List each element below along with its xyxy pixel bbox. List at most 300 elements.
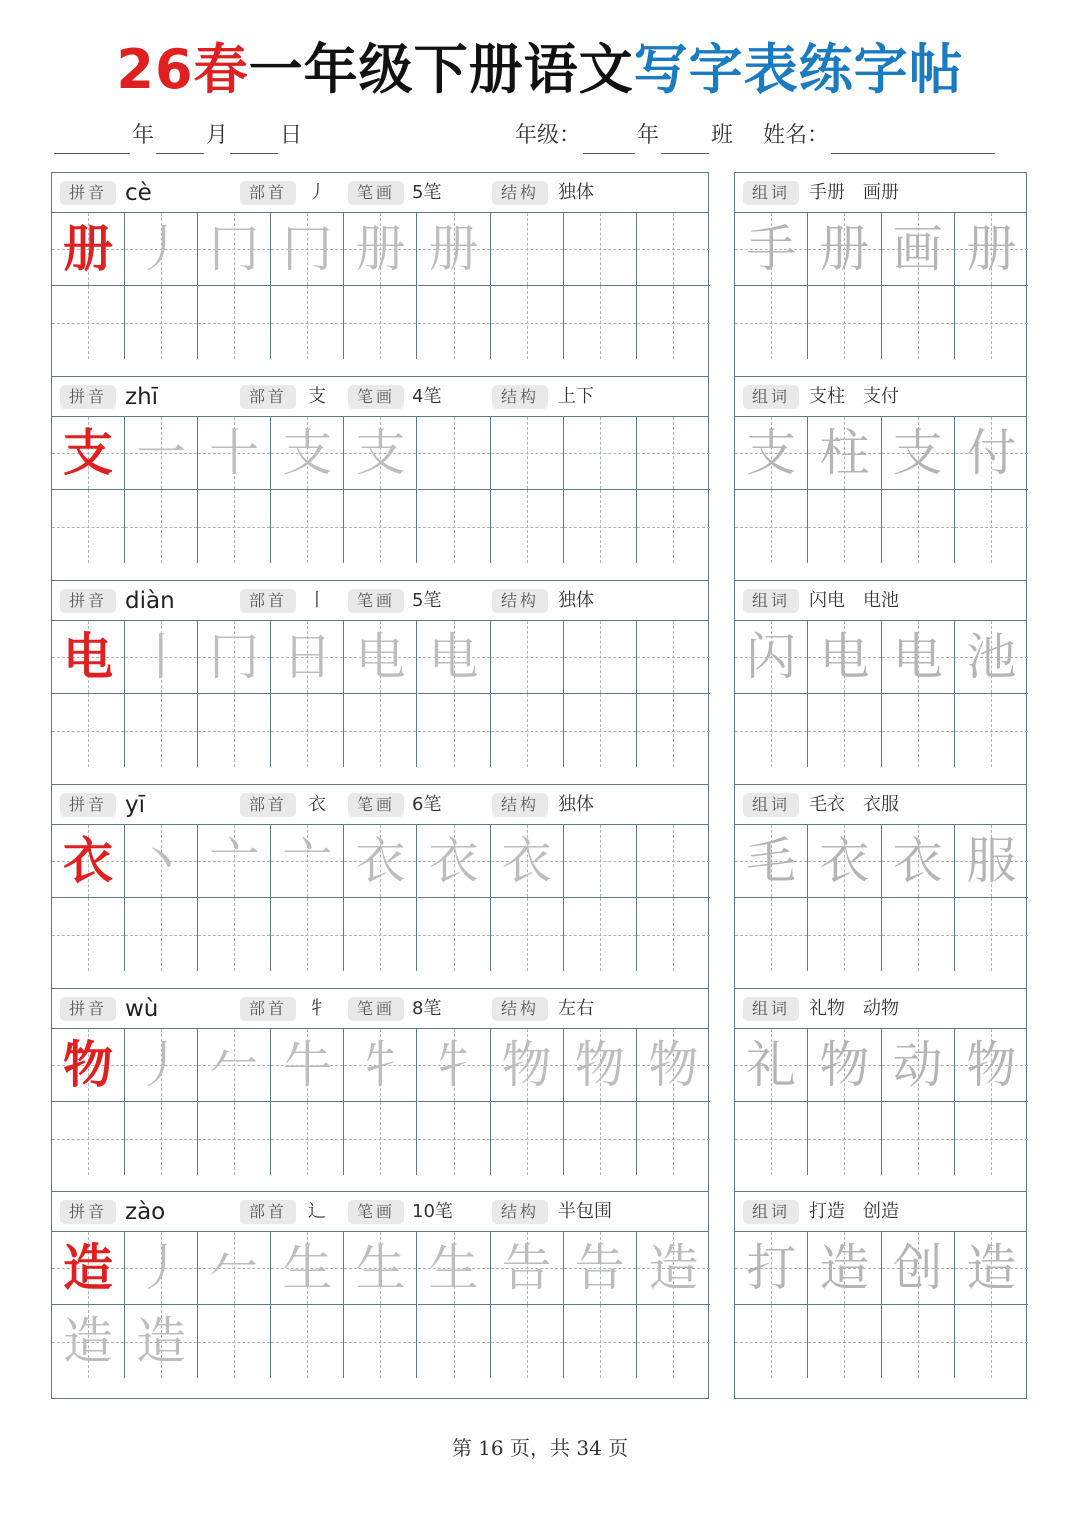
strokes-value: 10笔 <box>412 1201 453 1222</box>
word-trace: 手 <box>746 220 797 278</box>
word-card <box>734 580 1027 788</box>
char-card-header <box>52 1192 708 1232</box>
stroke-trace: 𠂉 <box>209 1036 260 1094</box>
word-trace: 柱 <box>819 424 870 482</box>
word-cell[interactable] <box>808 898 881 971</box>
writing-cell[interactable] <box>564 825 637 898</box>
radical-tag: 部首 <box>240 997 296 1021</box>
word-trace: 支 <box>892 424 943 482</box>
word-trace: 打 <box>746 1239 797 1297</box>
words-tag: 组词 <box>743 1200 799 1224</box>
word-cell[interactable] <box>955 898 1028 971</box>
word-card <box>734 1191 1027 1399</box>
words-tag: 组词 <box>743 385 799 409</box>
word-trace: 支 <box>746 424 797 482</box>
stroke-trace: 一 <box>136 424 187 482</box>
writing-cell[interactable] <box>125 1029 198 1102</box>
word-cell[interactable] <box>735 1305 808 1378</box>
words-tag: 组词 <box>743 181 799 205</box>
word-trace: 衣 <box>892 832 943 890</box>
stroke-trace: 日 <box>282 628 333 686</box>
stroke-trace: 生 <box>355 1239 406 1297</box>
word-cell[interactable] <box>882 417 955 490</box>
writing-cell[interactable] <box>125 490 198 563</box>
writing-cell[interactable] <box>271 213 344 286</box>
writing-cell[interactable] <box>198 1102 271 1175</box>
word-cell[interactable] <box>955 1305 1028 1378</box>
writing-cell[interactable] <box>418 694 491 767</box>
stroke-trace: 牛 <box>282 1036 333 1094</box>
stroke-trace: 丿 <box>136 1036 187 1094</box>
words-value: 手册 画册 <box>809 182 899 203</box>
writing-cell[interactable] <box>52 417 125 490</box>
writing-cell[interactable] <box>271 1029 344 1102</box>
strokes-tag: 笔画 <box>348 997 404 1021</box>
class-label: 班 <box>711 123 734 148</box>
word-cell[interactable] <box>808 1029 881 1102</box>
pinyin-tag: 拼音 <box>60 1200 116 1224</box>
word-cell[interactable] <box>735 1029 808 1102</box>
stroke-trace: 造 <box>648 1239 699 1297</box>
word-cell[interactable] <box>808 1232 881 1305</box>
grade-year-label: 年 <box>637 123 660 148</box>
writing-cell[interactable] <box>52 1102 125 1175</box>
stroke-trace: 亠 <box>282 832 333 890</box>
word-cell[interactable] <box>882 1232 955 1305</box>
writing-cell[interactable] <box>564 621 637 694</box>
year-label: 年 <box>132 123 155 148</box>
word-trace: 造 <box>966 1239 1017 1297</box>
stroke-trace: 造 <box>63 1312 114 1370</box>
writing-cell[interactable] <box>637 1232 710 1305</box>
month-blank[interactable] <box>156 127 204 154</box>
structure-value: 左右 <box>558 998 594 1019</box>
stroke-trace: 十 <box>209 424 260 482</box>
structure-tag: 结构 <box>492 181 548 205</box>
writing-cell[interactable] <box>564 286 637 359</box>
word-cell[interactable] <box>882 1102 955 1175</box>
writing-cell[interactable] <box>52 898 125 971</box>
writing-cell[interactable] <box>418 1232 491 1305</box>
stroke-trace: 告 <box>574 1239 625 1297</box>
writing-cell[interactable] <box>271 286 344 359</box>
pinyin-value: wù <box>125 996 159 1022</box>
word-trace: 礼 <box>746 1036 797 1094</box>
writing-cell[interactable] <box>198 286 271 359</box>
word-cell[interactable] <box>735 694 808 767</box>
writing-cell[interactable] <box>491 898 564 971</box>
grade-blank[interactable] <box>583 127 635 154</box>
char-card-header <box>52 989 708 1029</box>
writing-cell[interactable] <box>271 417 344 490</box>
writing-cell[interactable] <box>198 417 271 490</box>
radical-tag: 部首 <box>240 181 296 205</box>
writing-cell[interactable] <box>344 1305 417 1378</box>
writing-cell[interactable] <box>198 213 271 286</box>
word-cell[interactable] <box>955 621 1028 694</box>
writing-cell[interactable] <box>125 213 198 286</box>
writing-cell[interactable] <box>418 490 491 563</box>
writing-cell[interactable] <box>491 621 564 694</box>
words-tag: 组词 <box>743 997 799 1021</box>
word-trace: 画 <box>892 220 943 278</box>
word-cell[interactable] <box>808 490 881 563</box>
writing-cell[interactable] <box>271 621 344 694</box>
writing-cell[interactable] <box>564 417 637 490</box>
title-prefix: 26春 <box>116 38 249 101</box>
radical-value: 丨 <box>308 590 326 611</box>
word-card <box>734 172 1027 380</box>
strokes-value: 4笔 <box>412 386 442 407</box>
word-cell[interactable] <box>808 286 881 359</box>
char-card <box>51 784 709 992</box>
radical-value: 衣 <box>308 794 326 815</box>
word-cell[interactable] <box>955 417 1028 490</box>
writing-cell[interactable] <box>344 1102 417 1175</box>
writing-cell[interactable] <box>564 213 637 286</box>
word-card-header <box>735 581 1026 621</box>
structure-tag: 结构 <box>492 589 548 613</box>
writing-cell[interactable] <box>564 1102 637 1175</box>
writing-cell[interactable] <box>344 1029 417 1102</box>
stroke-trace: 册 <box>428 220 479 278</box>
writing-cell[interactable] <box>637 825 710 898</box>
stroke-trace: 丿 <box>136 1239 187 1297</box>
word-trace: 电 <box>819 628 870 686</box>
word-cell[interactable] <box>808 417 881 490</box>
word-cell[interactable] <box>735 825 808 898</box>
writing-cell[interactable] <box>344 898 417 971</box>
words-value: 支柱 支付 <box>809 386 899 407</box>
word-cell[interactable] <box>735 1102 808 1175</box>
structure-value: 独体 <box>558 182 594 203</box>
stroke-trace: 电 <box>355 628 406 686</box>
structure-value: 半包围 <box>558 1201 612 1222</box>
strokes-value: 5笔 <box>412 590 442 611</box>
stroke-trace: 丶 <box>136 832 187 890</box>
writing-cell[interactable] <box>52 490 125 563</box>
stroke-trace: 生 <box>428 1239 479 1297</box>
strokes-tag: 笔画 <box>348 385 404 409</box>
day-label: 日 <box>280 123 303 148</box>
word-cell[interactable] <box>735 286 808 359</box>
stroke-trace: 造 <box>136 1312 187 1370</box>
name-blank[interactable] <box>831 127 995 154</box>
word-trace: 物 <box>966 1036 1017 1094</box>
stroke-trace: 册 <box>355 220 406 278</box>
word-cell[interactable] <box>808 825 881 898</box>
writing-cell[interactable] <box>344 490 417 563</box>
word-cell[interactable] <box>955 1232 1028 1305</box>
char-card-header <box>52 377 708 417</box>
word-cell[interactable] <box>882 621 955 694</box>
writing-cell[interactable] <box>637 694 710 767</box>
writing-cell[interactable] <box>271 1102 344 1175</box>
writing-cell[interactable] <box>491 1232 564 1305</box>
radical-value: 支 <box>308 386 326 407</box>
writing-cell[interactable] <box>125 898 198 971</box>
strokes-tag: 笔画 <box>348 1200 404 1224</box>
word-cell[interactable] <box>882 286 955 359</box>
word-cell[interactable] <box>955 1029 1028 1102</box>
word-trace: 服 <box>966 832 1017 890</box>
word-cell[interactable] <box>808 213 881 286</box>
word-trace: 创 <box>892 1239 943 1297</box>
word-cell[interactable] <box>955 825 1028 898</box>
words-value: 毛衣 衣服 <box>809 794 899 815</box>
word-cell[interactable] <box>955 286 1028 359</box>
stroke-trace: 衣 <box>501 832 552 890</box>
writing-cell[interactable] <box>418 1029 491 1102</box>
stroke-trace: 物 <box>501 1036 552 1094</box>
writing-cell[interactable] <box>491 213 564 286</box>
stroke-trace: 𠂉 <box>209 1239 260 1297</box>
word-card <box>734 784 1027 992</box>
writing-cell[interactable] <box>125 286 198 359</box>
writing-cell[interactable] <box>198 621 271 694</box>
stroke-trace: 支 <box>282 424 333 482</box>
writing-cell[interactable] <box>637 417 710 490</box>
word-cell[interactable] <box>955 213 1028 286</box>
writing-cell[interactable] <box>491 694 564 767</box>
word-card-header <box>735 377 1026 417</box>
word-cell[interactable] <box>735 213 808 286</box>
stroke-trace: 告 <box>501 1239 552 1297</box>
stroke-trace: 冂 <box>209 628 260 686</box>
char-card-header <box>52 173 708 213</box>
writing-cell[interactable] <box>125 1232 198 1305</box>
char-card <box>51 580 709 788</box>
pinyin-value: zào <box>125 1199 166 1225</box>
writing-cell[interactable] <box>125 825 198 898</box>
word-cell[interactable] <box>955 1102 1028 1175</box>
char-card <box>51 172 709 380</box>
page-footer: 第 16 页，共 34 页 <box>451 1436 629 1460</box>
word-cell[interactable] <box>735 490 808 563</box>
pinyin-tag: 拼音 <box>60 181 116 205</box>
pinyin-tag: 拼音 <box>60 589 116 613</box>
writing-cell[interactable] <box>637 490 710 563</box>
word-cell[interactable] <box>882 898 955 971</box>
structure-tag: 结构 <box>492 385 548 409</box>
model-character: 支 <box>63 423 114 482</box>
writing-cell[interactable] <box>564 898 637 971</box>
word-card-header <box>735 173 1026 213</box>
char-card <box>51 1191 709 1399</box>
word-trace: 物 <box>819 1036 870 1094</box>
writing-cell[interactable] <box>271 898 344 971</box>
writing-cell[interactable] <box>344 1232 417 1305</box>
writing-cell[interactable] <box>198 694 271 767</box>
writing-cell[interactable] <box>198 825 271 898</box>
writing-cell[interactable] <box>344 213 417 286</box>
words-tag: 组词 <box>743 793 799 817</box>
word-card-header <box>735 989 1026 1029</box>
word-card <box>734 988 1027 1196</box>
pinyin-value: cè <box>125 180 152 206</box>
writing-cell[interactable] <box>491 1305 564 1378</box>
strokes-tag: 笔画 <box>348 793 404 817</box>
writing-cell[interactable] <box>198 490 271 563</box>
stroke-trace: 冂 <box>282 220 333 278</box>
writing-cell[interactable] <box>491 825 564 898</box>
page-title <box>0 30 1080 110</box>
writing-cell[interactable] <box>564 490 637 563</box>
word-cell[interactable] <box>735 898 808 971</box>
char-card-header <box>52 581 708 621</box>
writing-cell[interactable] <box>564 1029 637 1102</box>
class-blank[interactable] <box>661 127 709 154</box>
writing-cell[interactable] <box>418 1305 491 1378</box>
writing-cell[interactable] <box>418 898 491 971</box>
writing-cell[interactable] <box>198 1029 271 1102</box>
model-character: 造 <box>63 1238 114 1297</box>
word-cell[interactable] <box>735 417 808 490</box>
writing-cell[interactable] <box>491 417 564 490</box>
word-cell[interactable] <box>882 1029 955 1102</box>
stroke-trace: 物 <box>648 1036 699 1094</box>
writing-cell[interactable] <box>564 1305 637 1378</box>
writing-cell[interactable] <box>418 1102 491 1175</box>
word-cell[interactable] <box>735 621 808 694</box>
writing-cell[interactable] <box>271 1305 344 1378</box>
words-tag: 组词 <box>743 589 799 613</box>
stroke-trace: 牜 <box>355 1036 406 1094</box>
writing-cell[interactable] <box>564 1232 637 1305</box>
writing-cell[interactable] <box>418 621 491 694</box>
structure-value: 独体 <box>558 794 594 815</box>
writing-cell[interactable] <box>418 213 491 286</box>
writing-cell[interactable] <box>344 417 417 490</box>
structure-value: 独体 <box>558 590 594 611</box>
word-cell[interactable] <box>808 1305 881 1378</box>
word-trace: 衣 <box>819 832 870 890</box>
pinyin-value: zhī <box>125 384 159 410</box>
word-card <box>734 376 1027 584</box>
writing-cell[interactable] <box>52 1232 125 1305</box>
grade-label: 年级： <box>515 123 582 148</box>
word-cell[interactable] <box>882 694 955 767</box>
writing-cell[interactable] <box>271 825 344 898</box>
writing-cell[interactable] <box>491 490 564 563</box>
structure-tag: 结构 <box>492 997 548 1021</box>
word-cell[interactable] <box>882 213 955 286</box>
word-cell[interactable] <box>808 621 881 694</box>
radical-tag: 部首 <box>240 589 296 613</box>
writing-cell[interactable] <box>418 286 491 359</box>
writing-cell[interactable] <box>52 621 125 694</box>
writing-cell[interactable] <box>491 286 564 359</box>
writing-cell[interactable] <box>198 1305 271 1378</box>
writing-cell[interactable] <box>125 1305 198 1378</box>
writing-cell[interactable] <box>344 694 417 767</box>
writing-cell[interactable] <box>491 1029 564 1102</box>
strokes-value: 6笔 <box>412 794 442 815</box>
stroke-trace: 物 <box>574 1036 625 1094</box>
writing-cell[interactable] <box>125 621 198 694</box>
writing-cell[interactable] <box>52 825 125 898</box>
writing-cell[interactable] <box>125 694 198 767</box>
radical-value: 牜 <box>308 998 326 1019</box>
writing-cell[interactable] <box>125 1102 198 1175</box>
year-blank[interactable] <box>54 127 130 154</box>
writing-cell[interactable] <box>637 1029 710 1102</box>
word-cell[interactable] <box>882 490 955 563</box>
word-trace: 池 <box>966 628 1017 686</box>
day-blank[interactable] <box>230 127 278 154</box>
word-cell[interactable] <box>808 694 881 767</box>
writing-cell[interactable] <box>418 417 491 490</box>
radical-tag: 部首 <box>240 1200 296 1224</box>
writing-cell[interactable] <box>271 490 344 563</box>
writing-cell[interactable] <box>52 286 125 359</box>
stroke-trace: 冂 <box>209 220 260 278</box>
word-trace: 造 <box>819 1239 870 1297</box>
writing-cell[interactable] <box>564 694 637 767</box>
pinyin-tag: 拼音 <box>60 385 116 409</box>
strokes-tag: 笔画 <box>348 589 404 613</box>
word-cell[interactable] <box>955 694 1028 767</box>
word-trace: 电 <box>892 628 943 686</box>
writing-cell[interactable] <box>52 694 125 767</box>
writing-cell[interactable] <box>637 213 710 286</box>
writing-cell[interactable] <box>637 1102 710 1175</box>
writing-cell[interactable] <box>637 1305 710 1378</box>
writing-cell[interactable] <box>344 621 417 694</box>
writing-cell[interactable] <box>271 1232 344 1305</box>
word-cell[interactable] <box>955 490 1028 563</box>
word-cell[interactable] <box>808 1102 881 1175</box>
writing-cell[interactable] <box>491 1102 564 1175</box>
writing-cell[interactable] <box>52 1029 125 1102</box>
word-cell[interactable] <box>882 1305 955 1378</box>
structure-tag: 结构 <box>492 793 548 817</box>
student-line <box>515 118 997 154</box>
model-character: 电 <box>63 627 114 686</box>
word-cell[interactable] <box>735 1232 808 1305</box>
structure-tag: 结构 <box>492 1200 548 1224</box>
writing-cell[interactable] <box>52 213 125 286</box>
name-label: 姓名： <box>763 123 830 148</box>
writing-cell[interactable] <box>344 286 417 359</box>
words-value: 闪电 电池 <box>809 590 899 611</box>
words-value: 打造 创造 <box>809 1201 899 1222</box>
radical-tag: 部首 <box>240 793 296 817</box>
writing-cell[interactable] <box>198 898 271 971</box>
writing-cell[interactable] <box>418 825 491 898</box>
writing-cell[interactable] <box>52 1305 125 1378</box>
structure-value: 上下 <box>558 386 594 407</box>
word-trace: 册 <box>966 220 1017 278</box>
strokes-value: 8笔 <box>412 998 442 1019</box>
writing-cell[interactable] <box>637 621 710 694</box>
writing-cell[interactable] <box>344 825 417 898</box>
stroke-trace: 衣 <box>428 832 479 890</box>
stroke-trace: 衣 <box>355 832 406 890</box>
writing-cell[interactable] <box>637 286 710 359</box>
word-trace: 册 <box>819 220 870 278</box>
writing-cell[interactable] <box>198 1232 271 1305</box>
writing-cell[interactable] <box>125 417 198 490</box>
writing-cell[interactable] <box>271 694 344 767</box>
word-trace: 动 <box>892 1036 943 1094</box>
strokes-value: 5笔 <box>412 182 442 203</box>
words-value: 礼物 动物 <box>809 998 899 1019</box>
word-cell[interactable] <box>882 825 955 898</box>
char-card <box>51 376 709 584</box>
pinyin-tag: 拼音 <box>60 793 116 817</box>
writing-cell[interactable] <box>637 898 710 971</box>
